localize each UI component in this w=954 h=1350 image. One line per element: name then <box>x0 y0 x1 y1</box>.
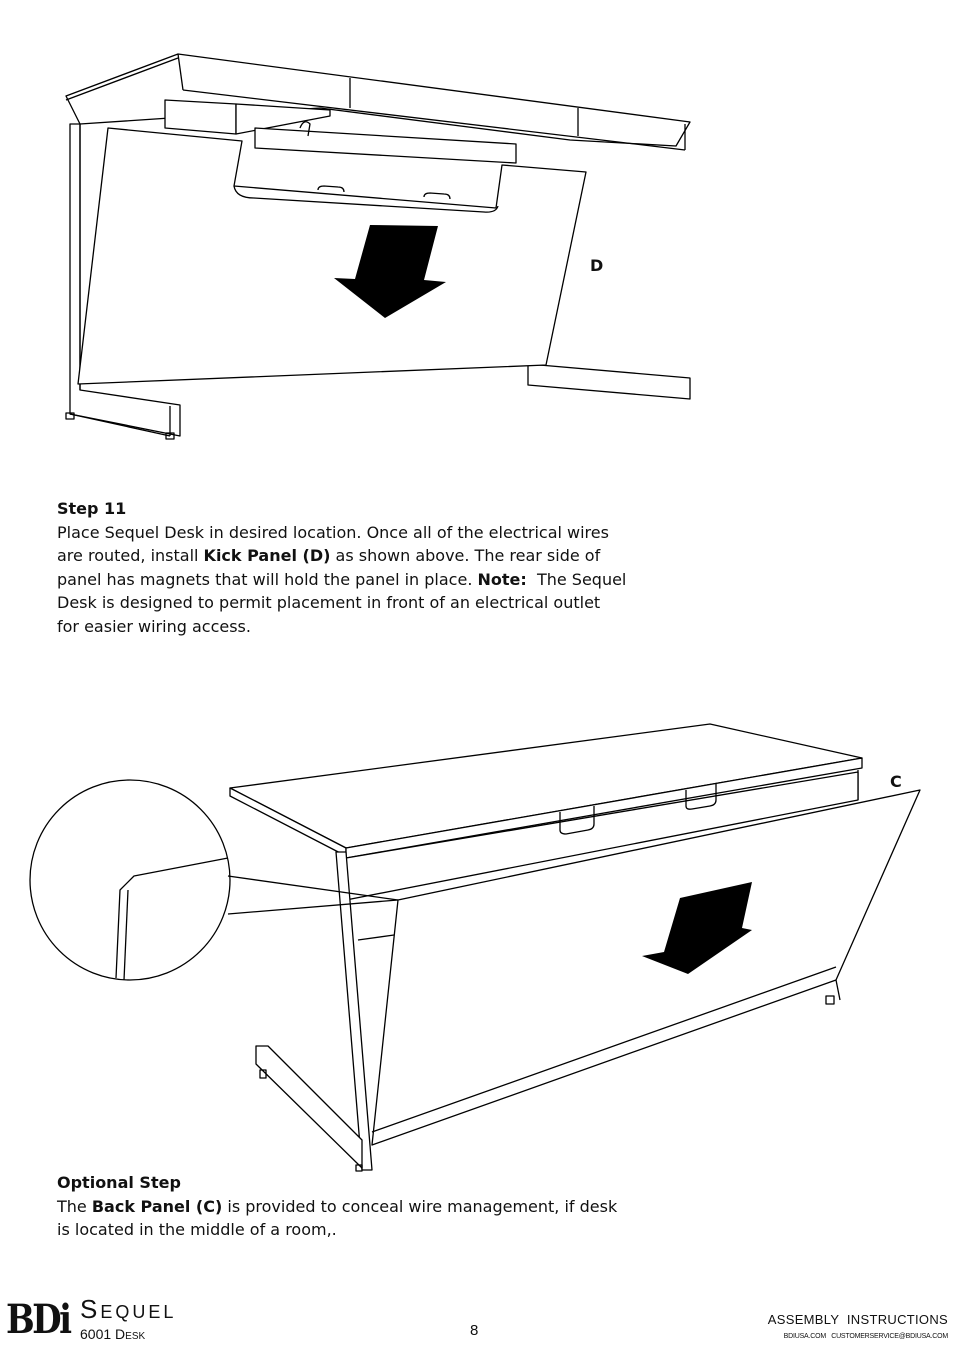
step-11-line-2-pre: are routed, install <box>57 546 204 565</box>
back-panel-term: Back Panel (C) <box>91 1196 223 1216</box>
step-11-line-2-post: as shown above. The rear side of <box>330 546 601 565</box>
step-11-heading: Step 11 <box>57 499 127 518</box>
bdi-logo: BDi <box>6 1296 70 1343</box>
step-11-line-3-pre: panel has magnets that will hold the panel in place. <box>57 569 478 589</box>
step-11-line-1: Place Sequel Desk in desired location. Once all of the electrical wires <box>57 522 609 542</box>
note-term: Note: <box>477 569 527 589</box>
page-number: 8 <box>470 1322 479 1339</box>
product-name: Sequel <box>80 1294 177 1324</box>
panel-c-label: C <box>890 772 902 791</box>
optional-step-heading: Optional Step <box>57 1173 181 1192</box>
optional-line-2: is located in the middle of a room,. <box>57 1220 337 1239</box>
document-title: ASSEMBLY INSTRUCTIONS <box>767 1312 948 1327</box>
optional-line-1-post: is provided to conceal wire management, if desk <box>222 1196 618 1216</box>
optional-line-1-pre: The <box>57 1196 92 1216</box>
contact-info: BDIUSA.COM CUSTOMERSERVICE@BDIUSA.COM <box>783 1333 948 1340</box>
kick-panel-illustration <box>0 40 720 460</box>
step-11-line-4: Desk is designed to permit placement in front of an electrical outlet <box>57 593 601 612</box>
kick-panel-term: Kick Panel (D) <box>203 546 331 565</box>
product-model: 6001 Desk <box>80 1326 146 1342</box>
page-footer <box>0 1290 954 1350</box>
step-11-line-5: for easier wiring access. <box>57 616 251 636</box>
panel-d-label: D <box>590 256 604 275</box>
optional-step-instructions <box>57 1171 657 1242</box>
step-11-line-3-post: The Sequel <box>526 569 627 589</box>
step-11-instructions <box>57 497 657 638</box>
back-panel-illustration <box>0 715 954 1185</box>
